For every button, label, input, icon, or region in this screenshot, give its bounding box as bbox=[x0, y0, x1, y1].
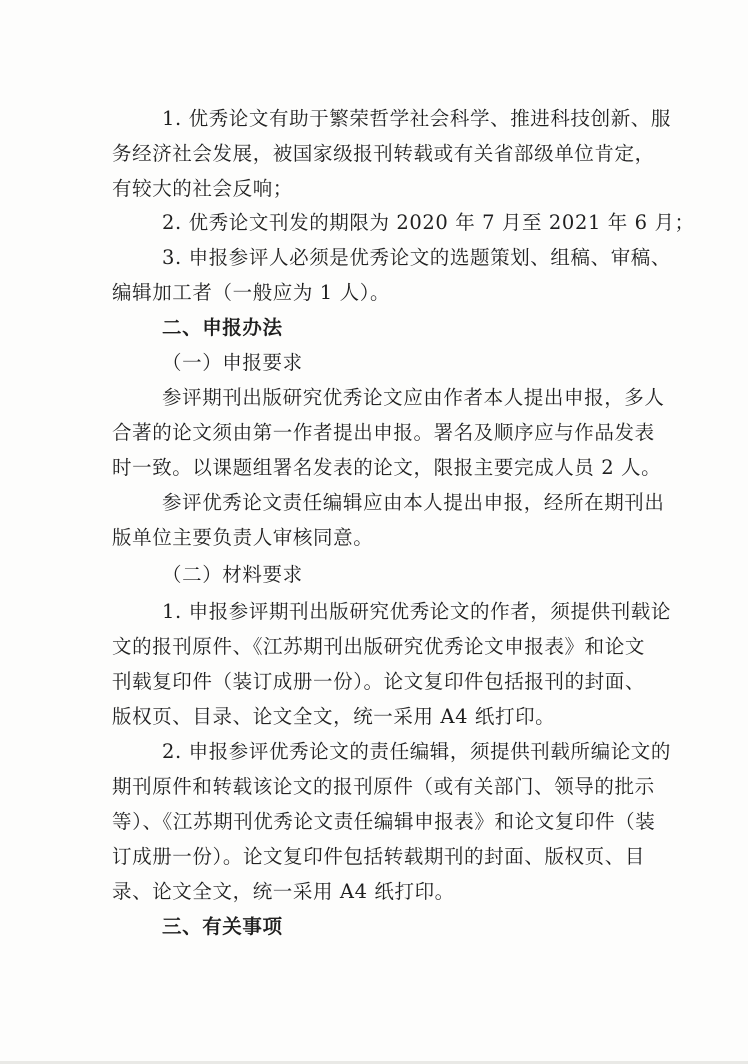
section-heading-related-matters: 三、有关事项 bbox=[162, 915, 283, 938]
subsection-heading-material-requirements: （二）材料要求 bbox=[162, 563, 303, 586]
materials-item-1-line-3: 刊载复印件（装订成册一份）。论文复印件包括报刊的封面、 bbox=[112, 670, 645, 693]
materials-item-2-line-1: 2. 申报参评优秀论文的责任编辑，须提供刊载所编论文的 bbox=[162, 740, 672, 763]
materials-item-2-line-2: 期刊原件和转载该论文的报刊原件（或有关部门、领导的批示 bbox=[112, 775, 655, 798]
requirements-paragraph-2-line-2: 版单位主要负责人审核同意。 bbox=[112, 526, 374, 549]
subsection-heading-application-requirements: （一）申报要求 bbox=[162, 351, 303, 374]
criteria-3-line-2: 编辑加工者（一般应为 1 人）。 bbox=[112, 281, 391, 304]
section-heading-application-method: 二、申报办法 bbox=[162, 316, 283, 339]
materials-item-1-line-1: 1. 申报参评期刊出版研究优秀论文的作者，须提供刊载论 bbox=[162, 600, 672, 623]
requirements-paragraph-2-line-1: 参评优秀论文责任编辑应由本人提出申报，经所在期刊出 bbox=[162, 491, 665, 514]
requirements-paragraph-1-line-3: 时一致。以课题组署名发表的论文，限报主要完成人员 2 人。 bbox=[112, 456, 662, 479]
materials-item-1-line-2: 文的报刊原件、《江苏期刊出版研究优秀论文申报表》和论文 bbox=[112, 635, 645, 658]
materials-item-1-line-4: 版权页、目录、论文全文，统一采用 A4 纸打印。 bbox=[112, 705, 556, 728]
materials-item-2-line-5: 录、论文全文，统一采用 A4 纸打印。 bbox=[112, 880, 455, 903]
criteria-2-line-1: 2. 优秀论文刊发的期限为 2020 年 7 月至 2021 年 6 月； bbox=[162, 211, 695, 234]
criteria-3-line-1: 3. 申报参评人必须是优秀论文的选题策划、组稿、审稿、 bbox=[162, 246, 672, 269]
requirements-paragraph-1-line-2: 合著的论文须由第一作者提出申报。署名及顺序应与作品发表 bbox=[112, 421, 655, 444]
criteria-1-line-3: 有较大的社会反响； bbox=[112, 177, 293, 200]
materials-item-2-line-3: 等）、《江苏期刊优秀论文责任编辑申报表》和论文复印件（装 bbox=[112, 810, 656, 833]
materials-item-2-line-4: 订成册一份）。论文复印件包括转载期刊的封面、版权页、目 bbox=[112, 845, 645, 868]
criteria-1-line-2: 务经济社会发展，被国家级报刊转载或有关省部级单位肯定， bbox=[112, 142, 655, 165]
criteria-1-line-1: 1. 优秀论文有助于繁荣哲学社会科学、推进科技创新、服 bbox=[162, 107, 672, 130]
requirements-paragraph-1-line-1: 参评期刊出版研究优秀论文应由作者本人提出申报，多人 bbox=[162, 386, 665, 409]
